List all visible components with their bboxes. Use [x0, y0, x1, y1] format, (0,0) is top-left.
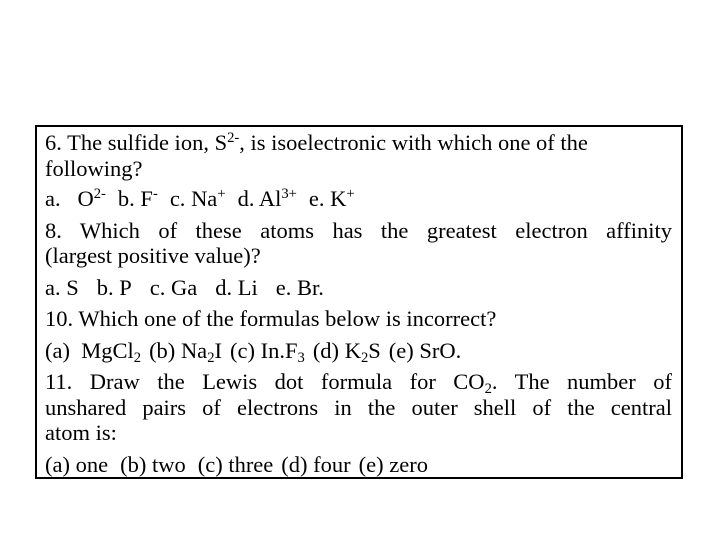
- option-a: (a) MgCl$_2$: [45, 337, 142, 366]
- question-11-line-3: atom is:: [45, 420, 117, 445]
- option-a: a. S: [45, 274, 79, 300]
- option-b: (b) $Na_2I$: [149, 337, 222, 366]
- co2-subscript: 2: [484, 381, 492, 398]
- option-c: (c) three: [197, 451, 274, 477]
- question-8-line-2: (largest positive value)?: [45, 243, 261, 268]
- option-b: (b) two: [120, 451, 186, 477]
- option-e: (e) zero: [358, 451, 428, 477]
- question-box: [35, 125, 683, 479]
- question-11-options: [45, 452, 672, 478]
- question-6-text: 6. The sulfide ion, S: [45, 130, 228, 155]
- question-10-line-1: 10. Which one of the formulas below is incorrect?: [45, 306, 497, 331]
- question-6-line-1: [45, 130, 672, 156]
- question-6-options: [45, 186, 672, 212]
- question-11-line-2: unshared pairs of electrons in the outer shell of the central: [45, 394, 672, 420]
- option-b: b. P: [96, 274, 132, 300]
- option-e: e. K+: [308, 185, 355, 211]
- question-10-options: [45, 338, 672, 364]
- option-c: c. Ga: [149, 274, 198, 300]
- question-6-text-tail: , is isoelectronic with which one of the: [239, 130, 588, 155]
- option-b: b. F-: [117, 185, 158, 211]
- sulfide-charge: 2-: [227, 129, 240, 146]
- question-6-line-2: following?: [45, 155, 143, 181]
- question-8-options: [45, 275, 672, 301]
- option-a: a. $O^{2-}$: [45, 185, 106, 211]
- question-11-line-1: 11. Draw the Lewis dot formula for $CO_2$. The number of: [45, 369, 672, 398]
- option-d: d. Li: [215, 274, 258, 300]
- option-c: c. Na+: [169, 185, 226, 211]
- option-a: (a) one: [45, 451, 109, 477]
- option-e: e. Br.: [275, 274, 324, 300]
- option-c: (c) $In.F_3$: [230, 337, 305, 366]
- option-e: (e) SrO.: [388, 337, 462, 363]
- option-d: (d) $K_2S$: [312, 337, 381, 366]
- option-d: (d) four: [281, 451, 351, 477]
- question-8-line-1: 8. Which of these atoms has the greatest electron affinity: [45, 217, 672, 243]
- option-d: d. $Al^{3+}$: [237, 185, 297, 211]
